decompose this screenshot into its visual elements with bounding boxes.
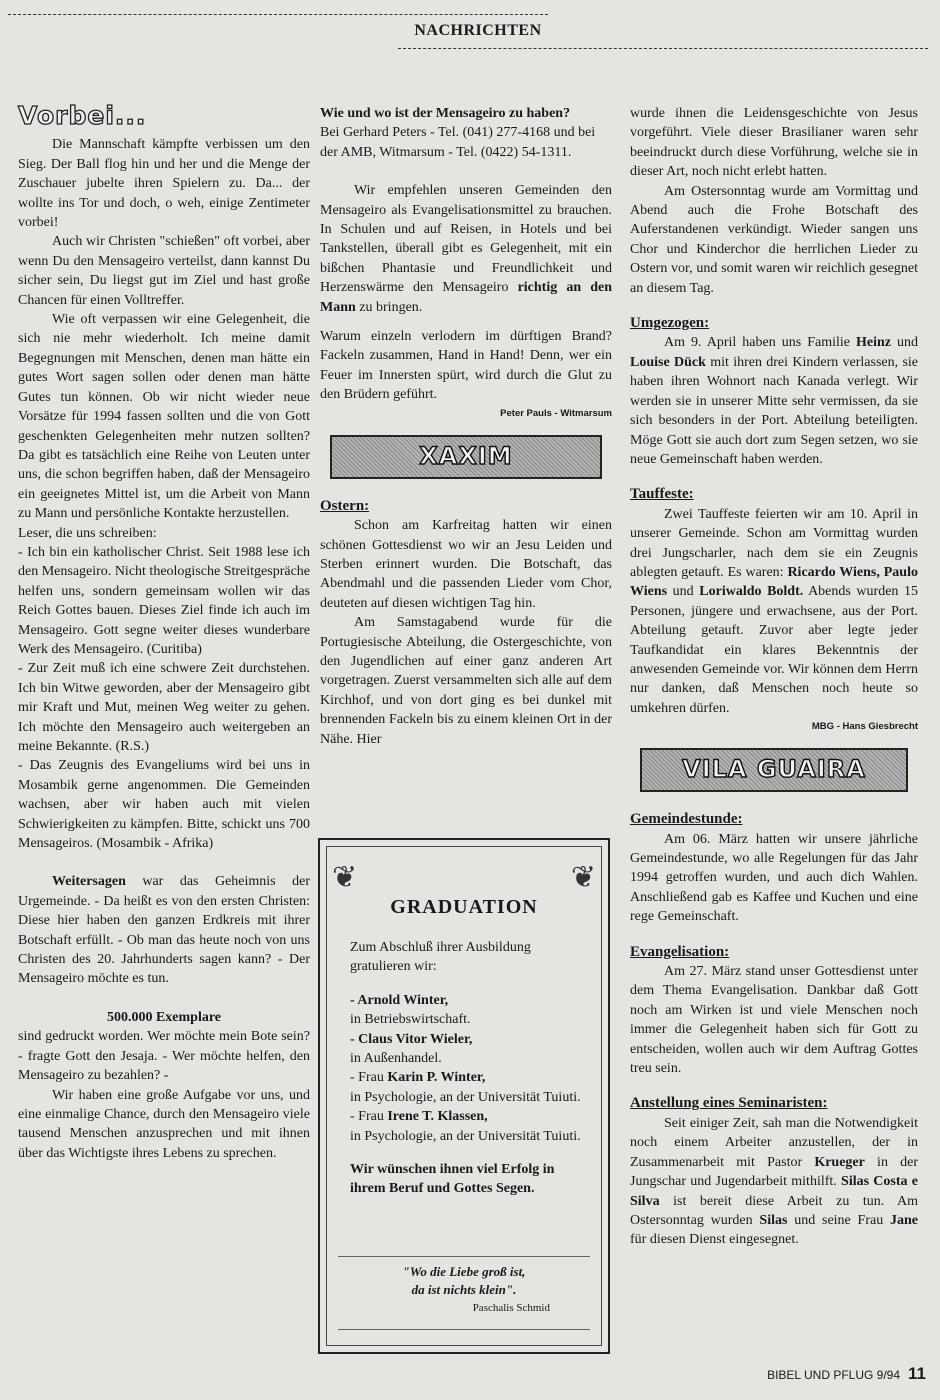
subheading-anstellung: Anstellung eines Seminaristen:	[630, 1095, 828, 1112]
graduate-entry	[350, 1107, 588, 1126]
graduate-field: in Psychologie, an der Universität Tuiuti.	[350, 1128, 581, 1144]
text: in der Jungschar und Jugendarbeit mithilft.	[630, 1154, 919, 1190]
paragraph: Leser, die uns schreiben:	[18, 525, 157, 541]
text: ist bereit diese Arbeit zu tun. Am Ostersonntag wurden	[630, 1193, 918, 1228]
graduate-name: - Claus Vitor Wieler,	[350, 1031, 473, 1047]
graduate-name: Karin P. Winter,	[387, 1070, 486, 1086]
quote-line: "Wo die Liebe groß ist,	[402, 1264, 526, 1279]
paragraph: Am Samstagabend wurde für die Portugiesische Abteilung, die Ostergeschichte, von den Jugendlichen auf einer ganz anderen Art vorgetragen. Zuerst versammelten sich alle auf dem Kirchhof, und von dort ging es bei dunkel mit brennenden Fackeln bis zu einem kleinen Ort in der Nähe. Hier	[320, 615, 612, 747]
bold-text: Heinz	[855, 335, 891, 351]
poem: Warum einzeln verlodern im dürftigen Brand? Fackeln zusammen, Hand in Hand! Denn, wer ein Feuer im Innersten spürt, wird durch die Glut zu den Brüdern geführt.	[320, 329, 612, 403]
paragraph	[630, 333, 918, 469]
paragraph: sind gedruckt worden. Wer möchte mein Bote sein? - fragte Gott den Jesaja. - Wer möchte helfen, den Mensageiro zu bezahlen? -	[18, 1029, 310, 1084]
text: Wir empfehlen unseren Gemeinden den Mensageiro als Evangelisationsmittel zu brauchen. In Schulen und auf Reisen, in Hotels und bei Tankstellen, überall gibt es Gelegenheit, mit ein bißchen Phantasie und Freundlichkeit und Herzenswärme den Mensageiro	[320, 183, 612, 296]
text: und	[667, 584, 700, 600]
graduation-quote	[338, 1256, 590, 1330]
text: Am 9. April haben uns Familie	[664, 335, 856, 351]
header-rule-top	[8, 14, 548, 15]
banner-vila-guaira	[640, 748, 908, 792]
paragraph	[18, 872, 310, 988]
subheading-evangelisation: Evangelisation:	[630, 943, 730, 960]
paragraph	[320, 181, 612, 317]
paragraph: Wie oft verpassen wir eine Gelegenheit, die sich nie mehr wiederholt. Ich meine damit Begegnungen mit Menschen, denen man hätte ein gutes Wort sagen sollen oder denen man hätte Gutes tun können. Ob wir nicht wieder neue Vorsätze für 1994 fassen sollten und die von Gott geschenkten Gelegenheiten mehr nutzen sollten? Da gibt es tatsächlich eine Reihe von Leuten unter uns, die schon begriffen haben, daß der Mensageiro ein geeignetes Mittel ist, um die Arbeit von Mann zu Mann und persönliche Kontakte herzustellen.	[18, 312, 310, 522]
subheading-umgezogen: Umgezogen:	[630, 315, 710, 332]
column-middle	[320, 104, 612, 749]
author-credit: MBG - Hans Giesbrecht	[811, 721, 918, 733]
paragraph: Auch wir Christen "schießen" oft vorbei, aber wenn Du den Mensageiro verteilst, dann kannst Du sicher sein, Du liegst gut im Ziel und hast große Chancen für einen Volltreffer.	[18, 234, 310, 308]
contact-info: Bei Gerhard Peters - Tel. (041) 277-4168 und bei der AMB, Witmarsum - Tel. (0422) 54-1311.	[320, 125, 596, 160]
page-footer	[767, 1364, 926, 1384]
column-right	[630, 104, 918, 1250]
article-heading-vorbei: Vorbei...	[18, 101, 147, 130]
quote-line: da ist nichts klein".	[411, 1282, 517, 1297]
bold-text: richtig an den Mann	[320, 280, 612, 315]
paragraph: Schon am Karfreitag hatten wir einen schönen Gottesdienst wo wir an Jesu Leiden und Sterben erinnert wurden. Die Botschaft, das Abendmahl und die passenden Lieder vom Chor, deuteten auf diesen wichtigen Tag hin.	[320, 518, 612, 611]
publication-label: BIBEL UND PFLUG 9/94	[767, 1368, 901, 1382]
reader-letter: - Zur Zeit muß ich eine schwere Zeit durchstehen. Ich bin Witwe geworden, aber der Mensageiro gibt mir Kraft und Mut, meinen Weg weiter zu gehen. Ich möchte den Mensageiro auch weitergeben an meine Bekannte. (R.S.)	[18, 661, 310, 754]
paragraph: Am Ostersonntag wurde am Vormittag und Abend auch die Frohe Botschaft des Auferstandenen verkündigt. Wieder sangen uns Chor und Kinderchor die herrlichen Lieder zu Ostern vor, und somit waren wir reichlich gesegnet an diesem Tag.	[630, 183, 918, 296]
section-title: NACHRICHTEN	[414, 22, 542, 39]
bold-text: Ricardo Wiens, Paulo Wiens	[630, 564, 918, 600]
text: war das Geheimnis der Urgemeinde. - Da heißt es von den ersten Christen: Diese hier haben den ganzen Erdkreis mit ihrer Botschaft erfüllt. - Ob man das heute noch von uns Christen des 20. Jahrhunderts sagen kann? - Der Mensageiro möchte es tun.	[18, 874, 310, 987]
graduate-name: Irene T. Klassen,	[387, 1109, 488, 1125]
column-vorbei	[18, 101, 310, 1163]
bold-text: Krueger	[814, 1154, 865, 1170]
bold-text: Jane	[889, 1212, 918, 1228]
header-rule-bottom	[398, 48, 928, 49]
bold-text: Loriwaldo Boldt.	[699, 584, 804, 600]
scroll-ornament-icon: ❦	[332, 860, 358, 895]
banner-text: XAXIM	[419, 441, 513, 470]
graduation-intro: Zum Abschluß ihrer Ausbildung gratulieren wir:	[350, 940, 531, 975]
subheading-ostern: Ostern:	[320, 497, 370, 514]
text: für diesen Dienst eingesegnet.	[630, 1232, 799, 1248]
paragraph	[630, 505, 918, 718]
text: und seine Frau	[787, 1212, 890, 1228]
graduate-field: in Psychologie, an der Universität Tuiuti.	[350, 1089, 581, 1105]
question-heading: Wie und wo ist der Mensageiro zu haben?	[320, 106, 571, 121]
subheading-tauffeste: Tauffeste:	[630, 486, 694, 503]
graduate-field: in Betriebswirtschaft.	[350, 1012, 471, 1028]
graduate-entry	[350, 1068, 588, 1087]
graduation-title: GRADUATION	[390, 896, 538, 918]
text: mit ihren drei Kindern verlassen, sie haben ihren Wohnort nach Kanada verlegt. Wir werden sie in unserer Mitte sehr vermissen, da sie sich besonders in der Port. Abteilung beteiligten. Möge Gott sie auch dort zum Segen setzen, wo sie neue Gemeinschaft haben werden.	[630, 354, 918, 467]
reader-letter: - Das Zeugnis des Evangeliums wird bei uns in Mosambik gerne angenommen. Die Gemeinden wachsen, aber wir haben auch mit vielen Schwierigkeiten zu kämpfen. Bitte, schickt uns 700 Mensageiros. (Mosambik - Afrika)	[18, 758, 310, 852]
banner-text: VILA GUAIRA	[682, 755, 866, 784]
text: - Frau	[350, 1109, 388, 1125]
graduation-box	[318, 838, 610, 1354]
paragraph	[630, 1114, 918, 1250]
text: und	[890, 335, 918, 351]
author-credit: Peter Pauls - Witmarsum	[500, 407, 612, 419]
scroll-ornament-icon: ❦	[570, 860, 596, 895]
paragraph: Die Mannschaft kämpfte verbissen um den Sieg. Der Ball flog hin und her und die Menge der Zuschauer jubelte ihren Spielern zu. Da... der wollte ins Tor und doch, o weh, einige Zentimeter vorbei!	[18, 137, 310, 231]
graduation-body	[350, 938, 588, 1199]
subheading-gemeindestunde: Gemeindestunde:	[630, 811, 743, 828]
graduate-field: in Außenhandel.	[350, 1051, 442, 1067]
bold-text: Louise Dück	[630, 354, 706, 370]
quote-author: Paschalis Schmid	[472, 1302, 550, 1314]
paragraph: Am 06. März hatten wir unsere jährliche Gemeindestunde, wo alle Regelungen für das Jahr 1994 getroffen wurden, und auch dich Wahlen. Anschließend gab es Kaffee und Kuchen und eine rege Gemeinschaft.	[630, 831, 918, 925]
graduation-wish: Wir wünschen ihnen viel Erfolg in ihrem Beruf und Gottes Segen.	[350, 1162, 555, 1197]
graduate-name: - Arnold Winter,	[350, 992, 449, 1008]
bold-text: Weitersagen	[52, 874, 126, 890]
banner-xaxim	[330, 435, 602, 479]
text: Abends wurden 15 Personen, jüngere und erwachsene, aus der Port. Abteilung getauft. Zuvor aber legte jeder Taufkandidat ein klares Bekenntnis der anwesenden Gemeinde vor. Wir können dem Herrn nur danken, daß Menschen noch heute so umkehren dürfen.	[630, 584, 919, 716]
text: - Frau	[350, 1070, 388, 1086]
paragraph: wurde ihnen die Leidensgeschichte von Jesus vorgeführt. Viele dieser Brasilianer waren sehr beeindruckt durch diese Vorführung, welche sie in dieser Art, noch nicht erlebt hatten.	[630, 106, 918, 180]
bold-text: Silas	[759, 1212, 788, 1228]
section-header	[8, 14, 920, 54]
subheading-exemplare: 500.000 Exemplare	[106, 1009, 222, 1025]
reader-letter: - Ich bin ein katholischer Christ. Seit 1988 lese ich den Mensageiro. Nicht theologische Streitgespräche helfen uns, sondern gemeinsam wollen wir das Reich Gottes bauen. Dieses Ziel finde ich auch im Mensageiro. Gott segne weiter dieses wunderbare Werk des Mensageiro. (Curitiba)	[18, 544, 310, 657]
bold-text: Silas Costa e Silva	[630, 1174, 918, 1209]
paragraph: Wir haben eine große Aufgabe vor uns, und eine einmalige Chance, durch den Mensageiro viele tausend Menschen anzusprechen und mit ihnen über das Wichtigste ihres Lebens zu sprechen.	[18, 1087, 310, 1161]
text: zu bringen.	[355, 299, 423, 315]
text: Zwei Tauffeste feierten wir am 10. April in unserer Gemeinde. Schon am Vormittag wurden drei Jungscharler, nach dem sie ein Zeugnis ablegten getauft. Es waren:	[630, 506, 918, 580]
page-number: 11	[908, 1364, 926, 1383]
text: Seit einiger Zeit, sah man die Notwendigkeit noch einem Arbeiter anzustellen, der in Zusammenarbeit mit Pastor	[630, 1115, 918, 1170]
paragraph: Am 27. März stand unser Gottesdienst unter dem Thema Evangelisation. Dankbar daß Gott noch am Wirken ist und viele Menschen noch immer die Gelegenheit haben sich für Gott zu entscheiden, wollen auch wir dem Auftrag Gottes treu sein.	[630, 964, 918, 1077]
